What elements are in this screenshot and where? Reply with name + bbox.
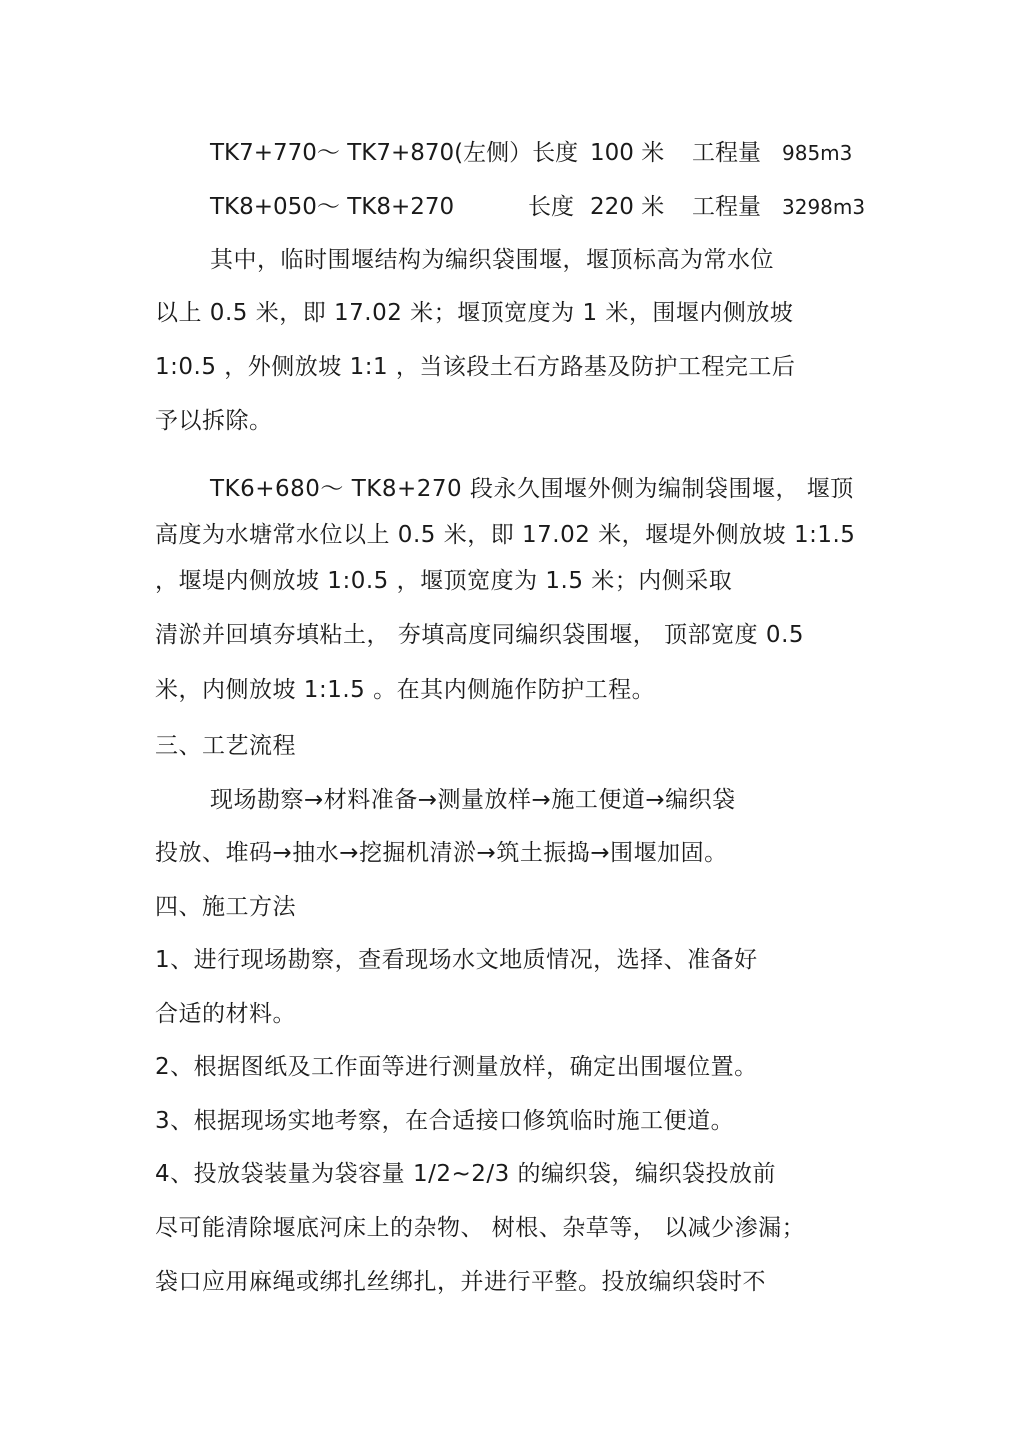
row2-range: TK8+050～ TK8+270 [210, 194, 455, 220]
para1-line-2: 以上 0.5 米，即 17.02 米；堰顶宽度为 1 米，围堰内侧放坡 [155, 300, 794, 326]
row2-qty-label: 工程量 [692, 194, 761, 220]
section4-line-7: 袋口应用麻绳或绑扎丝绑扎，并进行平整。投放编织袋时不 [155, 1269, 766, 1295]
section4-line-2: 合适的材料。 [155, 1001, 296, 1027]
section4-heading: 四、施工方法 [155, 894, 296, 920]
section4-line-4: 3、根据现场实地考察，在合适接口修筑临时施工便道。 [155, 1108, 735, 1134]
row1-range: TK7+770～ TK7+870(左侧）长度 [210, 140, 579, 166]
row1-qty-label: 工程量 [692, 140, 761, 166]
row2-length: 220 米 [590, 194, 665, 220]
row1-qty-value: 985m3 [782, 141, 853, 165]
para1-line-1: 其中，临时围堰结构为编织袋围堰，堰顶标高为常水位 [210, 247, 774, 273]
para2-line-5: 米，内侧放坡 1:1.5 。在其内侧施作防护工程。 [155, 677, 656, 703]
section4-line-5: 4、投放袋装量为袋容量 1/2~2/3 的编织袋，编织袋投放前 [155, 1161, 777, 1187]
row1-length: 100 米 [590, 140, 665, 166]
para1-line-4: 予以拆除。 [155, 408, 273, 434]
section3-line-2: 投放、堆码→抽水→挖掘机清淤→筑土振捣→围堰加固。 [155, 840, 728, 866]
row2-qty-value: 3298m3 [782, 195, 866, 219]
section3-line-1: 现场勘察→材料准备→测量放样→施工便道→编织袋 [210, 787, 736, 813]
para2-line-4: 清淤并回填夯填粘土， 夯填高度同编织袋围堰， 顶部宽度 0.5 [155, 622, 805, 648]
section4-line-6: 尽可能清除堰底河床上的杂物、 树根、杂草等， 以减少渗漏； [155, 1215, 806, 1241]
para2-line-2: 高度为水塘常水位以上 0.5 米，即 17.02 米，堰堤外侧放坡 1:1.5 [155, 522, 856, 548]
section4-line-1: 1、进行现场勘察，查看现场水文地质情况，选择、准备好 [155, 947, 758, 973]
section3-heading: 三、工艺流程 [155, 733, 296, 759]
para2-line-3: ，堰堤内侧放坡 1:0.5 ，堰顶宽度为 1.5 米；内侧采取 [155, 568, 733, 594]
row2-length-label: 长度 [528, 194, 574, 220]
para1-line-3: 1:0.5 ，外侧放坡 1:1 ，当该段土石方路基及防护工程完工后 [155, 354, 796, 380]
para2-line-1: TK6+680～ TK8+270 段永久围堰外侧为编制袋围堰， 堰顶 [210, 476, 854, 502]
section4-line-3: 2、根据图纸及工作面等进行测量放样，确定出围堰位置。 [155, 1054, 758, 1080]
